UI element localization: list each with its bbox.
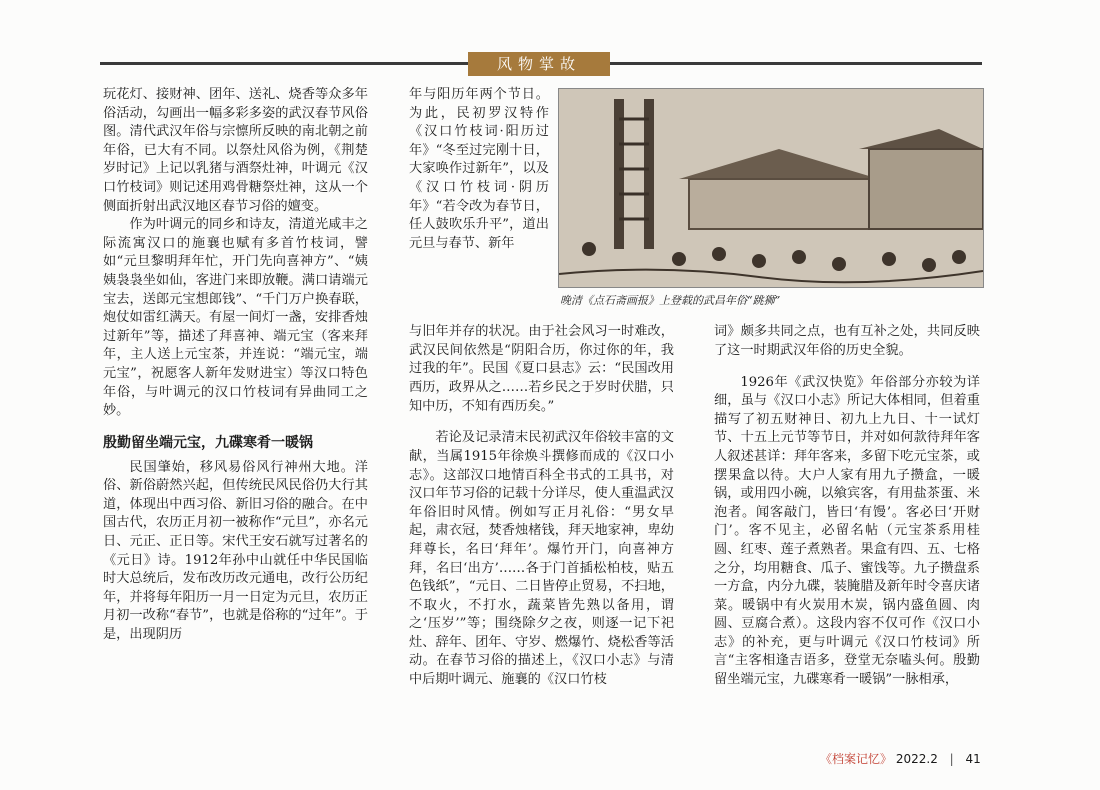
column-3 <box>714 310 980 703</box>
page-footer <box>820 750 981 767</box>
column-2-top <box>409 86 549 253</box>
paragraph: 作为叶调元的同乡和诗友，清道光咸丰之际流寓汉口的施襄也赋有多首竹枝词，譬如“元旦黎明拜年忙，开门先向喜神方”、“姨姨袅袅坐如仙，客进门来即放鞭。满口请端元宝去，送郎元宝想郎钱”、“千门万户换春联，炮仗如雷红满天。有屋一间灯一盏，安排香烛过新年”等，描述了拜喜神、端元宝（客来拜年，主人送上元宝茶，并连说：“端元宝，端元宝”，祝愿客人新年发财进宝）等汉口特色年俗，与叶调元的汉口竹枝词有异曲同工之妙。 <box>103 217 368 419</box>
illustration-drawing <box>559 89 983 287</box>
column-2-bottom <box>409 310 674 703</box>
issue-number: 2022.2 <box>895 752 938 766</box>
paragraph: 与旧年并存的状况。由于社会风习一时难改，武汉民间依然是“阴阳合历，你过你的年，我过我的年”。民国《夏口县志》云：“民国改用西历，政界从之……若乡民之于岁时伏腊，只知中历，不知有西历矣。” <box>409 324 674 414</box>
paragraph: 玩花灯、接财神、团年、送礼、烧香等众多年俗活动，勾画出一幅多彩多姿的武汉春节风俗图。清代武汉年俗与宗懔所反映的南北朝之前年俗，已大有不同。以祭灶风俗为例，《荆楚岁时记》上记以乳猪与酒祭灶神，叶调元《汉口竹枝词》则记述用鸡骨糖祭灶神，这从一个侧面折射出武汉地区春节习俗的嬗变。 <box>103 87 368 214</box>
subheading: 殷勤留坐端元宝，九碟寒肴一暖锅 <box>103 434 313 451</box>
page-number: 41 <box>965 752 981 766</box>
footer-separator: | <box>949 752 954 766</box>
historical-illustration <box>558 88 984 288</box>
figure-caption: 晚清《点石斋画报》上登载的武昌年俗“跳狮” <box>560 294 781 307</box>
paragraph: 词》颇多共同之点，也有互补之处，共同反映了这一时期武汉年俗的历史全貌。 <box>714 324 980 358</box>
paragraph: 若论及记录清末民初武汉年俗较丰富的文献，当属1915年徐焕斗撰修而成的《汉口小志》。这部汉口地情百科全书式的工具书，对汉口年节习俗的记载十分详尽，使人重温武汉年俗旧时风情。例如写正月礼俗：“男女早起，肃衣冠，焚香烛楮钱，拜天地家神，卑幼拜尊长，名曰‘拜年’。爆竹开门，向喜神方拜，名曰‘出方’……各于门首插松柏枝，贴五色钱纸”，“元日、二日皆停止贸易，不扫地，不取火，不打水，蔬菜皆先熟以备用，谓之‘压岁’”等；围绕除夕之夜，则逐一记下祀灶、辞年、团年、守岁、燃爆竹、烧松香等活动。在春节习俗的描述上，《汉口小志》与清中后期叶调元、施襄的《汉口竹枝 <box>409 430 674 688</box>
column-1 <box>103 86 368 645</box>
paragraph: 年与阳历年两个节日。为此，民初罗汉特作《汉口竹枝词·阳历过年》“冬至过完刚十日，大家唤作过新年”，以及《汉口竹枝词·阴历年》“若令改为春节日，任人鼓吹乐升平”，道出元旦与春节、新年 <box>409 87 549 251</box>
paragraph: 1926年《武汉快览》年俗部分亦较为详细，虽与《汉口小志》所记大体相同，但着重描写了初五财神日、初九上九日、十一试灯节、十五上元节等节日，并对如何款待拜年客人叙述甚详：拜年客来，多留下吃元宝茶，或摆果盒以待。大户人家有用九子攒盒，一暖锅，或用四小碗，以飨宾客，有用盐茶蛋、米泡者。闻客敲门，皆曰‘有馒’。客必曰‘开财门’。客不见主，必留名帖（元宝茶系用桂圆、红枣、莲子煮熟者。果盒有四、五、七格之分，均用糖食、瓜子、蜜饯等。九子攒盘系一方盒，内分九碟，装腌腊及新年时令喜庆诸菜。暖锅中有火炭用木炭，锅内盛鱼圆、肉圆、豆腐合煮）。这段内容不仅可作《汉口小志》的补充，更与叶调元《汉口竹枝词》所言“主客相逢吉语多，登堂无奈嗑头何。殷勤留坐端元宝，九碟寒肴一暖锅”一脉相承， <box>714 374 980 688</box>
section-title: 风物掌故 <box>468 52 610 76</box>
paragraph: 民国肇始，移风易俗风行神州大地。洋俗、新俗蔚然兴起，但传统民风民俗仍大行其道，体现出中西习俗、新旧习俗的融合。在中国古代，农历正月初一被称作“元旦”，亦名元日、元正、正日等。宋代王安石就写过著名的《元日》诗。1912年孙中山就任中华民国临时大总统后，发布改历改元通电，改行公历纪年，并将每年阳历一月一日定为元旦，农历正月初一改称“春节”，也就是俗称的“过年”。于是，出现阴历 <box>103 459 368 643</box>
magazine-name: 《档案记忆》 <box>820 752 893 766</box>
